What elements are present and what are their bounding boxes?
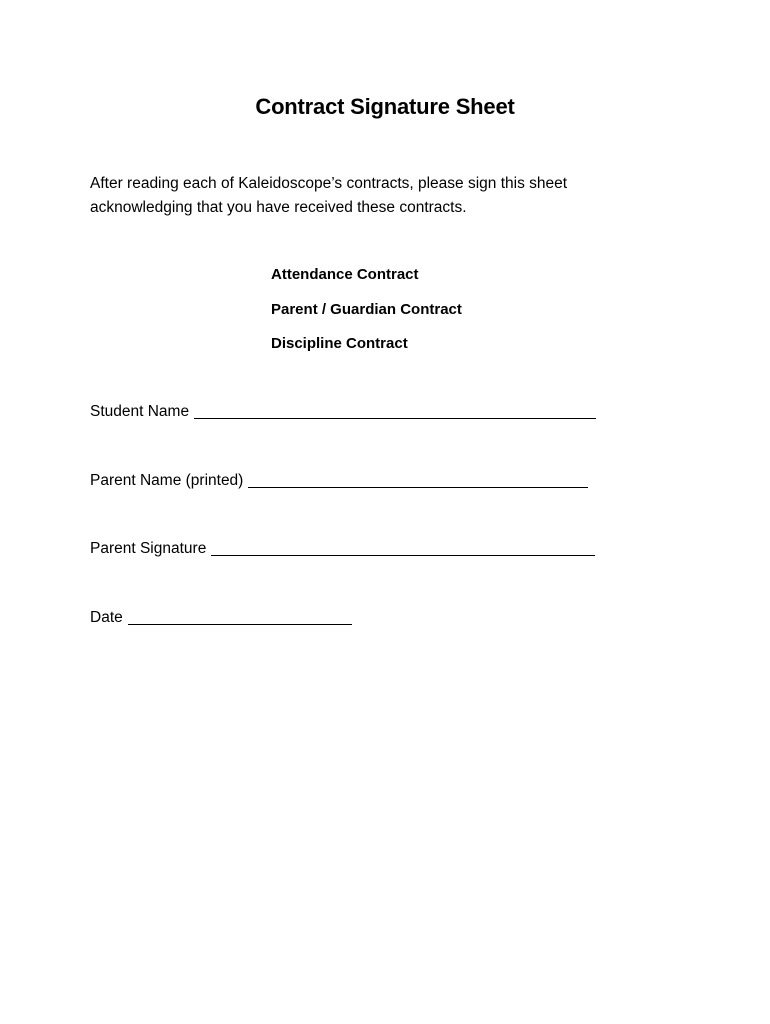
intro-line: After reading each of Kaleidoscope’s contracts, please sign this sheet: [90, 175, 568, 192]
page-title: Contract Signature Sheet: [255, 94, 515, 119]
parent-signature-field: [90, 538, 595, 560]
student-name-field: [90, 401, 596, 423]
parent-name-label: Parent Name (printed): [90, 472, 244, 489]
date-label: Date: [90, 609, 123, 626]
contract-list: [271, 264, 462, 368]
student-name-blank[interactable]: [194, 404, 596, 419]
date-field: [90, 607, 352, 629]
student-name-label: Student Name: [90, 403, 190, 420]
contract-item-attendance: Attendance Contract: [271, 266, 419, 283]
contract-item-discipline: Discipline Contract: [271, 335, 408, 352]
intro-line: acknowledging that you have received these contracts.: [90, 199, 467, 216]
contract-item-parent-guardian: Parent / Guardian Contract: [271, 300, 462, 318]
parent-signature-blank[interactable]: [211, 541, 595, 556]
parent-signature-label: Parent Signature: [90, 540, 207, 557]
intro-paragraph: [90, 172, 650, 220]
parent-name-blank[interactable]: [248, 473, 588, 488]
date-blank[interactable]: [128, 610, 352, 625]
parent-name-field: [90, 470, 588, 492]
